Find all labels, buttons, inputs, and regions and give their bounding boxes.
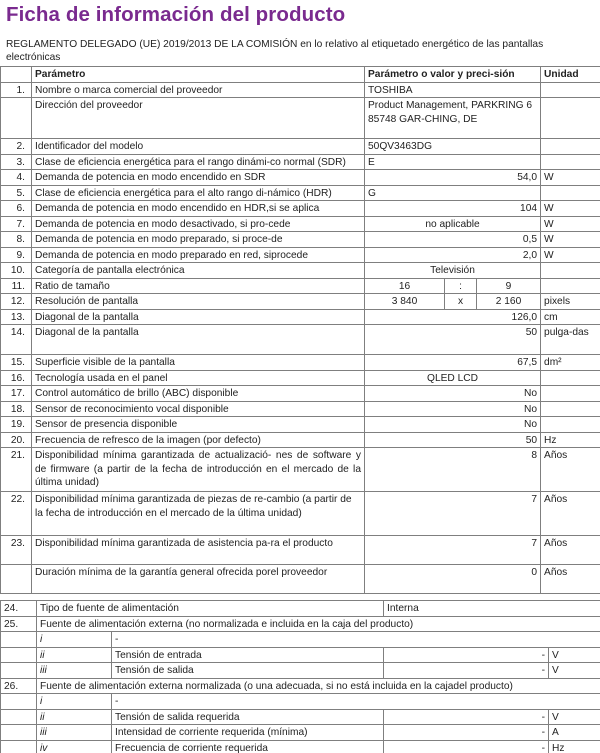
table-row: ii Tensión de salida requerida - V xyxy=(1,709,600,725)
table-row: 16. Tecnología usada en el panel QLED LCD xyxy=(1,370,600,386)
table-row: 3. Clase de eficiencia energética para el rango dinámi-co normal (SDR) E xyxy=(1,154,600,170)
table-row: 8. Demanda de potencia en modo preparado, si proce-de 0,5 W xyxy=(1,232,600,248)
table-row: Dirección del proveedor Product Management, PARKRING 6 85748 GAR-CHING, DE xyxy=(1,98,600,139)
table-row: 19. Sensor de presencia disponible No xyxy=(1,417,600,433)
table-row: iii Tensión de salida - V xyxy=(1,663,600,679)
table-row: 1. Nombre o marca comercial del proveedor TOSHIBA xyxy=(1,82,600,98)
table-row: 25. Fuente de alimentación externa (no normalizada e incluida en la caja del producto) xyxy=(1,616,600,632)
table-row: 21. Disponibilidad mínima garantizada de actualizació- nes de software y de firmware (a partir de la fecha de introducción en el mercado de la última unidad) 8 Años xyxy=(1,448,600,492)
header-unit: Unidad xyxy=(541,67,600,83)
table-row: 9. Demanda de potencia en modo preparado en red, siprocede 2,0 W xyxy=(1,247,600,263)
table-row: i - xyxy=(1,694,600,710)
table-row: 17. Control automático de brillo (ABC) disponible No xyxy=(1,386,600,402)
header-value: Parámetro o valor y preci-sión xyxy=(365,67,541,83)
table-row: 18. Sensor de reconocimiento vocal disponible No xyxy=(1,401,600,417)
table-row: Duración mínima de la garantía general ofrecida porel proveedor 0 Años xyxy=(1,565,600,594)
table-row: 26. Fuente de alimentación externa normalizada (o una adecuada, si no está incluida en la cajadel producto) xyxy=(1,678,600,694)
regulation-subtitle: REGLAMENTO DELEGADO (UE) 2019/2013 DE LA COMISIÓN en lo relativo al etiquetado energético de las pantallas electrónicas xyxy=(6,39,544,63)
table-row: 13. Diagonal de la pantalla 126,0 cm xyxy=(1,309,600,325)
table-row: 4. Demanda de potencia en modo encendido en SDR 54,0 W xyxy=(1,170,600,186)
table-row: 24. Tipo de fuente de alimentación Interna xyxy=(1,601,600,617)
power-supply-table xyxy=(0,600,600,753)
table-row: 23. Disponibilidad mínima garantizada de asistencia pa-ra el producto 7 Años xyxy=(1,536,600,565)
header-param: Parámetro xyxy=(32,67,365,83)
table-row: 15. Superficie visible de la pantalla 67,5 dm² xyxy=(1,355,600,371)
table-header-row xyxy=(1,67,600,83)
table-row: 14. Diagonal de la pantalla 50 pulga-das xyxy=(1,325,600,355)
table-row: 11. Ratio de tamaño 16 : 9 xyxy=(1,278,600,294)
table-row: 22. Disponibilidad mínima garantizada de piezas de re-cambio (a partir de la fecha de introducción en el mercado de la última unidad) 7 Años xyxy=(1,492,600,536)
table-row: 12. Resolución de pantalla 3 840 x 2 160 pixels xyxy=(1,294,600,310)
table-row: 2. Identificador del modelo 50QV3463DG xyxy=(1,139,600,155)
page-title: Ficha de información del producto xyxy=(6,3,346,26)
table-row: 7. Demanda de potencia en modo desactivado, si pro-cede no aplicable W xyxy=(1,216,600,232)
table-row: iv Frecuencia de corriente requerida - Hz xyxy=(1,740,600,753)
table-row: 5. Clase de eficiencia energética para el alto rango di-námico (HDR) G xyxy=(1,185,600,201)
table-row: 20. Frecuencia de refresco de la imagen (por defecto) 50 Hz xyxy=(1,432,600,448)
product-info-table xyxy=(0,66,600,594)
table-row: 10. Categoría de pantalla electrónica Televisión xyxy=(1,263,600,279)
table-row: iii Intensidad de corriente requerida (mínima) - A xyxy=(1,725,600,741)
table-row: i - xyxy=(1,632,600,648)
table-row: ii Tensión de entrada - V xyxy=(1,647,600,663)
table-row: 6. Demanda de potencia en modo encendido en HDR,si se aplica 104 W xyxy=(1,201,600,217)
